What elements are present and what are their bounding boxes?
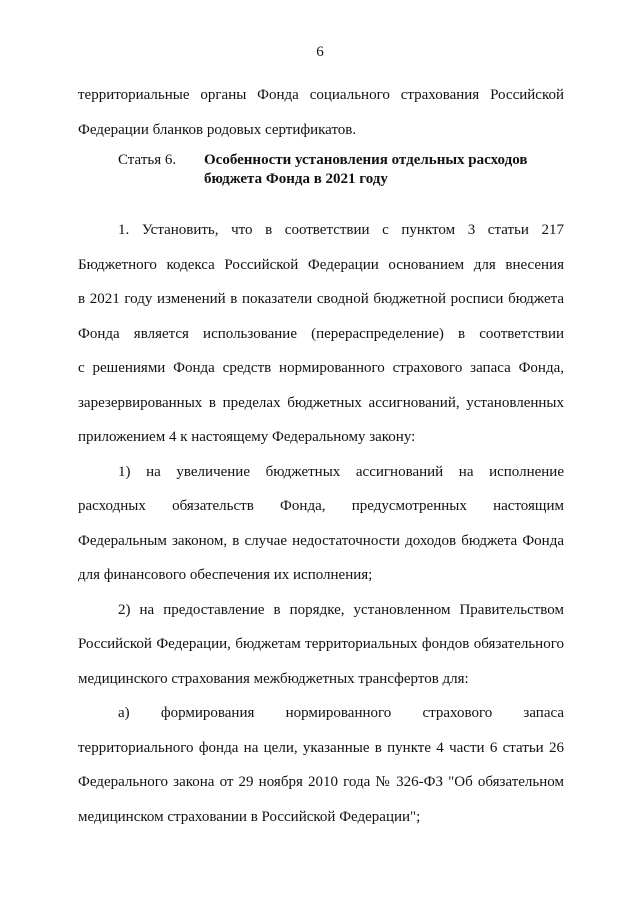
article-label: Статья 6.	[118, 152, 177, 168]
text-line: расходных обязательств Фонда, предусмотренных настоящим	[78, 498, 564, 514]
text-line: территориального фонда на цели, указанные в пункте 4 части 6 статьи 26	[78, 739, 564, 756]
text-line: Федерации бланков родовых сертификатов.	[78, 121, 357, 138]
text-line: для финансового обеспечения их исполнения;	[78, 567, 373, 583]
text-line: приложением 4 к настоящему Федеральному закону:	[78, 429, 416, 445]
paragraph-4	[78, 696, 564, 834]
paragraph-1	[78, 213, 564, 455]
document-body	[78, 78, 564, 834]
article-title-line: Особенности установления отдельных расходов	[204, 152, 528, 168]
text-line: Федерального закона от 29 ноября 2010 года № 326-ФЗ "Об обязательном	[78, 774, 564, 790]
text-line: территориальные органы Фонда социального страхования Российской	[78, 87, 564, 103]
paragraph-2	[78, 455, 564, 593]
text-line: Бюджетного кодекса Российской Федерации основанием для внесения	[78, 256, 564, 273]
text-line: с решениями Фонда средств нормированного страхового запаса Фонда,	[78, 360, 564, 376]
page-number: 6	[316, 44, 324, 60]
text-line: зарезервированных в пределах бюджетных ассигнований, установленных	[78, 394, 564, 411]
text-line: 1. Установить, что в соответствии с пунктом 3 статьи 217	[118, 222, 564, 238]
text-line: Российской Федерации, бюджетам территориальных фондов обязательного	[78, 636, 564, 652]
text-line: медицинского страхования межбюджетных трансфертов для:	[78, 670, 469, 687]
paragraph-3	[78, 593, 564, 697]
text-line: 1) на увеличение бюджетных ассигнований на исполнение	[118, 463, 564, 480]
article-title-line: бюджета Фонда в 2021 году	[204, 171, 388, 187]
text-line: в 2021 году изменений в показатели сводной бюджетной росписи бюджета	[78, 291, 564, 307]
text-line: а) формирования нормированного страхового запаса	[118, 705, 564, 721]
text-line: Федеральным законом, в случае недостаточности доходов бюджета Фонда	[78, 532, 564, 549]
text-line: медицинском страховании в Российской Федерации";	[78, 808, 421, 825]
article-title	[204, 151, 544, 189]
article-heading	[78, 151, 564, 189]
intro-paragraph	[78, 78, 564, 147]
text-line: Фонда является использование (перераспределение) в соответствии	[78, 325, 564, 342]
text-line: 2) на предоставление в порядке, установленном Правительством	[118, 601, 564, 618]
